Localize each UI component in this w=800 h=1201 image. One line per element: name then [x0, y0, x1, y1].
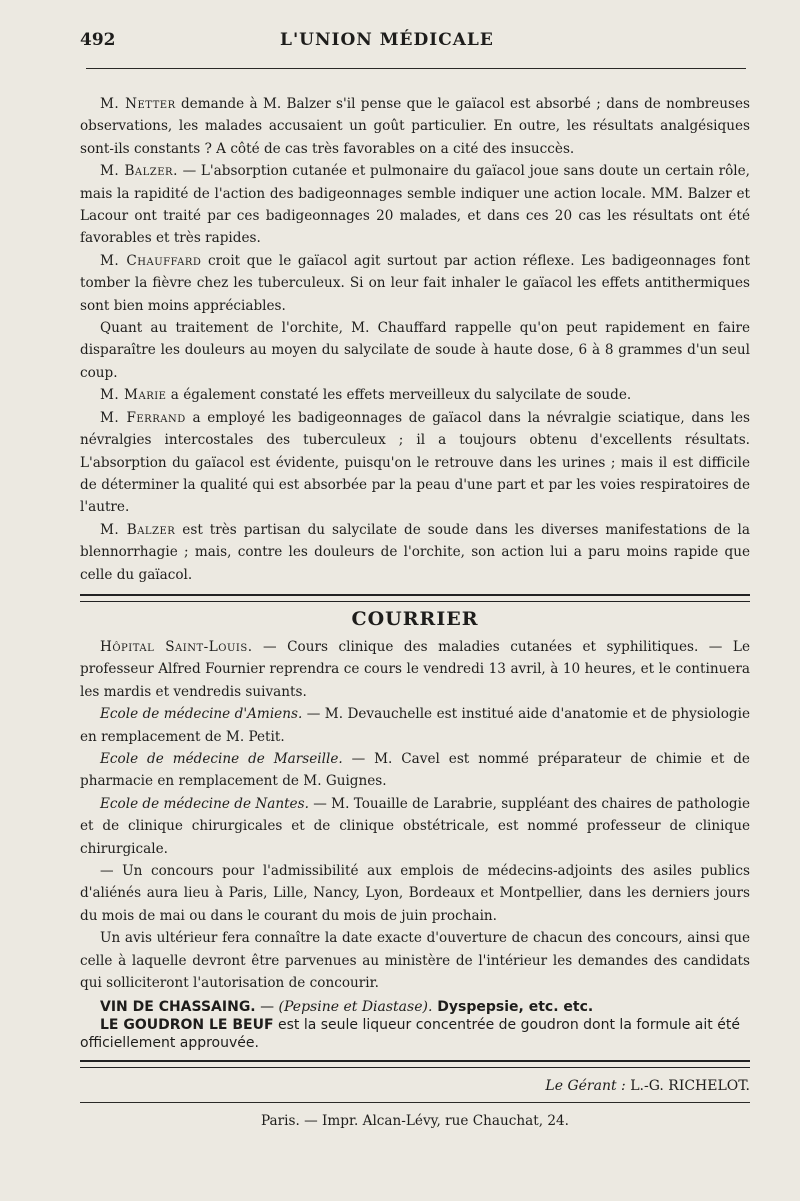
journal-title: L'UNION MÉDICALE — [280, 30, 494, 50]
paragraph-ferrand — [80, 407, 750, 519]
courrier-section — [80, 636, 750, 995]
advertisements — [80, 998, 750, 1052]
ad-product-name: VIN DE CHASSAING. — [100, 999, 256, 1016]
paragraph-balzer-final — [80, 519, 750, 586]
courrier-item — [80, 793, 750, 860]
courrier-item — [80, 860, 750, 927]
gerant-name: L.-G. RICHELOT. — [625, 1078, 750, 1095]
running-head — [80, 30, 750, 58]
speaker-name: M. Marie — [100, 387, 167, 404]
item-lead: Ecole de médecine d'Amiens. — [100, 706, 303, 723]
speaker-name: M. Chauffard — [100, 252, 202, 269]
header-rule — [86, 68, 746, 69]
item-text: — M. Cavel est nommé préparateur de chimie et de pharmacie en remplacement de M. Guignes. — [80, 750, 750, 790]
ad-text: Dyspepsie, etc. etc. — [432, 999, 594, 1016]
footer-divider — [80, 1060, 750, 1068]
gerant-label: Le Gérant : — [545, 1078, 626, 1095]
paragraph-text: a employé les badigeonnages de gaïacol dans la névralgie sciatique, dans les névralgies intercostales des tuberculeux ; il a toujours obtenu d'excellents résultats. L'absorption du gaïacol est évidente, puisqu'on le retrouve dans les urines ; mais il est difficile de déterminer la qualité qui est absorbée par la peau d'une part et par les voies respiratoires de l'autre. — [80, 409, 750, 516]
ad-vin-chassaing — [80, 998, 750, 1016]
paragraph-netter — [80, 93, 750, 160]
paragraph-text: demande à M. Balzer s'il pense que le gaïacol est absorbé ; dans de nombreuses observations, les malades accusaient un goût particulier. En outre, les résultats analgésiques sont-ils constants ? A côté de cas très favorables on a cité des insuccès. — [80, 96, 750, 157]
paragraph-text: est très partisan du salycilate de soude dans les diverses manifestations de la blennorrhagie ; mais, contre les douleurs de l'orchite, son action lui a paru moins rapide que celle du gaïacol. — [80, 521, 750, 583]
item-lead: Ecole de médecine de Nantes. — [100, 795, 309, 812]
discussion-section — [80, 93, 750, 586]
item-text: Un avis ultérieur fera connaître la date exacte d'ouverture de chacun des concours, ainsi que celle à laquelle devront être parvenues au ministère de l'intérieur les demandes des candidats qui solliciteront l'autorisation de concourir. — [80, 930, 750, 992]
item-text: — Un concours pour l'admissibilité aux emplois de médecins-adjoints des asiles publics d'aliénés aura lieu à Paris, Lille, Nancy, Lyon, Bordeaux et Montpellier, dans les derniers jours du mois de mai ou dans le courant du mois de juin prochain. — [80, 863, 750, 924]
ad-dash: — — [255, 999, 279, 1016]
speaker-name: M. Balzer. — [100, 163, 178, 180]
paragraph-balzer-reply — [80, 160, 750, 250]
ad-text: est la seule liqueur concentrée de goudron dont la formule ait été officiellement approuvée. — [80, 1017, 740, 1052]
item-text: — M. Touaille de Larabrie, suppléant des chaires de pathologie et de clinique chirurgicales et de clinique obstétricale, est nommé professeur de clinique chirurgicale. — [80, 795, 750, 857]
paragraph-orchite — [80, 317, 750, 384]
gerant-line — [80, 1078, 750, 1094]
ad-goudron-le-beuf — [80, 1016, 750, 1052]
paragraph-chauffard — [80, 250, 750, 317]
item-text: — Cours clinique des maladies cutanées et syphilitiques. — Le professeur Alfred Fournier reprendra ce cours le vendredi 13 avril, à 10 heures, et le continuera les mardis et vendredis suivants. — [80, 638, 750, 700]
ad-product-name: LE GOUDRON LE BEUF — [100, 1017, 274, 1034]
item-lead: Ecole de médecine de Marseille. — [100, 750, 343, 767]
paragraph-text: a également constaté les effets merveilleux du salycilate de soude. — [166, 387, 632, 404]
page-number: 492 — [80, 30, 116, 50]
paragraph-text: Quant au traitement de l'orchite, M. Chauffard rappelle qu'on peut rapidement en faire disparaître les douleurs au moyen du salycilate de soude à haute dose, 6 à 8 grammes d'un seul coup. — [80, 320, 750, 381]
item-lead: Hôpital Saint-Louis. — [100, 638, 253, 655]
paragraph-text: croit que le gaïacol agit surtout par action réflexe. Les badigeonnages font tomber la fièvre chez les tuberculeux. Si on leur fait inhaler le gaïacol les effets antithermiques sont bien moins appréciables. — [80, 252, 750, 314]
courrier-item — [80, 703, 750, 748]
printer-rule — [80, 1102, 750, 1103]
speaker-name: M. Netter — [100, 96, 176, 112]
paragraph-text: — L'absorption cutanée et pulmonaire du gaïacol joue sans doute un certain rôle, mais la rapidité de l'action des badigeonnages semble indiquer une action locale. MM. Balzer et Lacour ont traité par ces badigeonnages 20 malades, et dans ces 20 cas les résultats ont été favorables et très rapides. — [80, 163, 750, 247]
ad-composition: (Pepsine et Diastase). — [278, 999, 433, 1016]
courrier-heading: COURRIER — [351, 607, 479, 630]
courrier-item — [80, 748, 750, 793]
section-divider — [80, 594, 750, 602]
courrier-item — [80, 927, 750, 994]
paragraph-marie — [80, 384, 750, 406]
speaker-name: M. Ferrand — [100, 409, 186, 426]
item-text: — M. Devauchelle est institué aide d'anatomie et de physiologie en remplacement de M. Petit. — [80, 706, 750, 745]
courrier-item — [80, 636, 750, 703]
printer-line: Paris. — Impr. Alcan-Lévy, rue Chauchat, 24. — [261, 1113, 569, 1130]
speaker-name: M. Balzer — [100, 521, 176, 538]
